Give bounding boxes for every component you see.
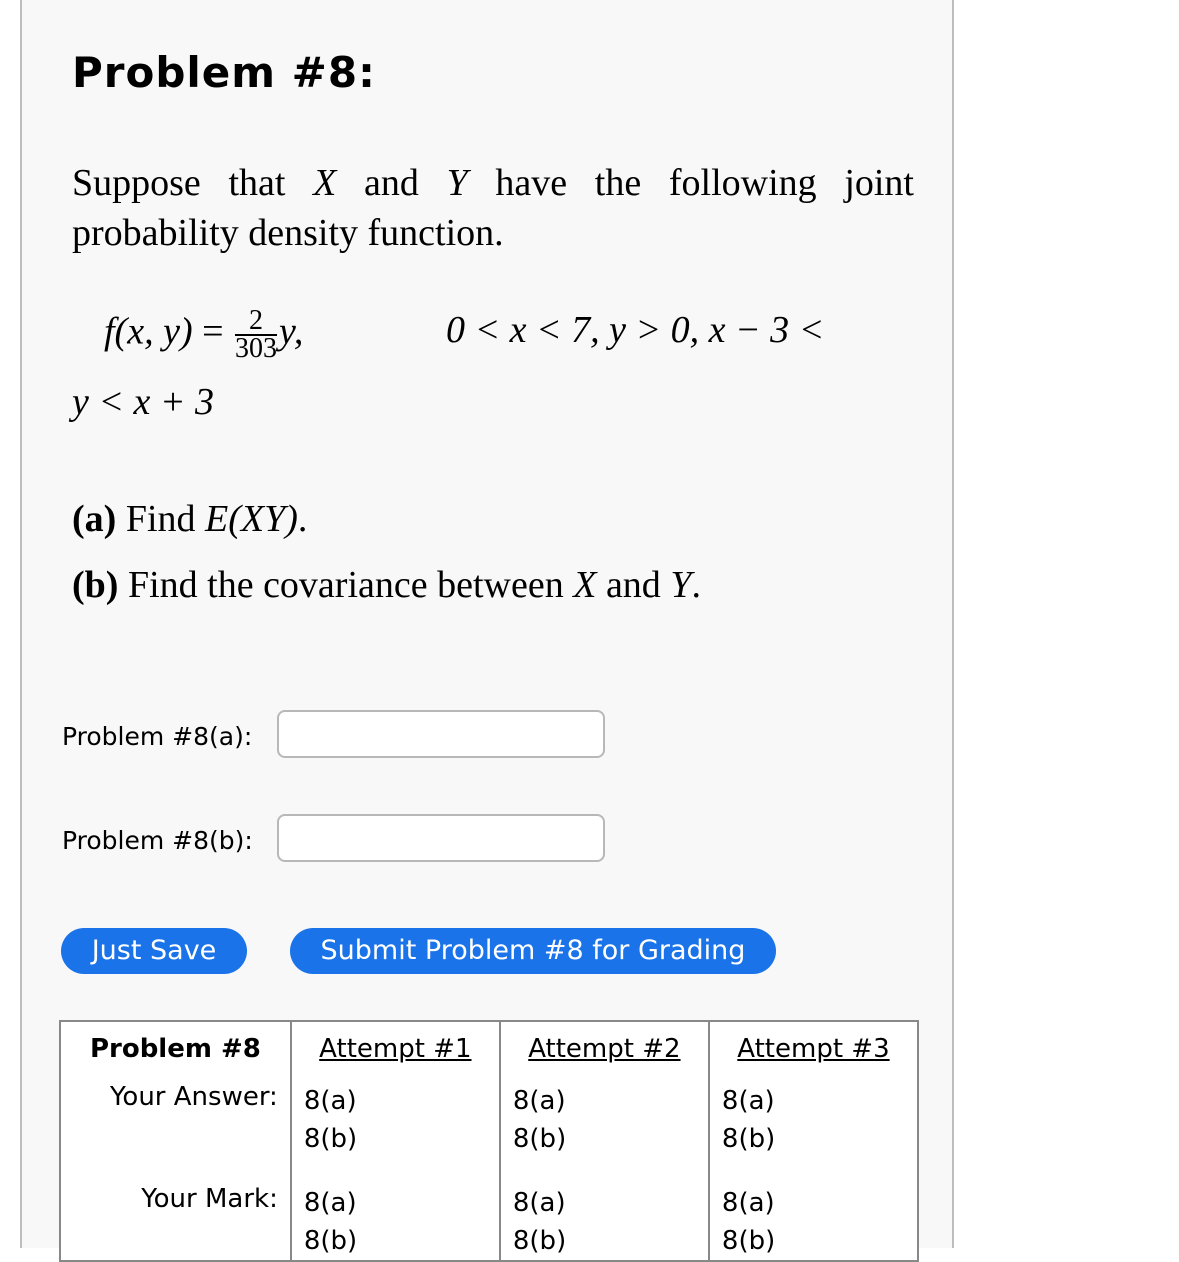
table-cell: 8(a) 8(b) xyxy=(291,1178,500,1261)
problem-intro: Suppose that X and Y have the following joint probability density function. xyxy=(72,162,914,254)
table-cell: 8(a) 8(b) xyxy=(291,1076,500,1158)
part-b: (b) Find the covariance between X and Y. xyxy=(72,564,701,606)
formula-variable: y, xyxy=(279,310,304,353)
formula-lhs: f(x, y) xyxy=(104,310,193,353)
answer-a-input[interactable] xyxy=(277,710,605,758)
formula-fraction: $\frac{2}{303}$ xyxy=(235,305,278,364)
table-cell: 8(a) 8(b) xyxy=(709,1178,918,1261)
part-a: (a) Find E(XY). xyxy=(72,498,308,540)
problem-title: Problem #8: xyxy=(72,48,376,97)
answer-b-input[interactable] xyxy=(277,814,605,862)
your-answer-row xyxy=(60,1076,918,1158)
just-save-button[interactable]: Just Save xyxy=(61,928,247,974)
attempt-2-link[interactable]: Attempt #2 xyxy=(500,1021,709,1076)
formula-conditions: 0 < x < 7, y > 0, x − 3 < xyxy=(446,309,825,351)
answer-b-label: Problem #8(b): xyxy=(62,826,253,855)
attempt-3-link[interactable]: Attempt #3 xyxy=(709,1021,918,1076)
table-cell: 8(a) 8(b) xyxy=(709,1076,918,1158)
formula-equals: = xyxy=(192,310,234,353)
attempt-1-link[interactable]: Attempt #1 xyxy=(291,1021,500,1076)
answer-a-label: Problem #8(a): xyxy=(62,722,253,751)
your-mark-row xyxy=(60,1178,918,1261)
table-cell: 8(a) 8(b) xyxy=(500,1178,709,1261)
your-answer-label: Your Answer: xyxy=(109,1082,278,1112)
table-cell: 8(a) 8(b) xyxy=(500,1076,709,1158)
attempts-table-header: Problem #8 xyxy=(89,1034,261,1064)
submit-grading-button[interactable]: Submit Problem #8 for Grading xyxy=(290,928,776,974)
formula-condition-line2: y < x + 3 xyxy=(72,381,215,423)
your-mark-label: Your Mark: xyxy=(141,1184,278,1214)
attempts-table xyxy=(59,1020,919,1262)
